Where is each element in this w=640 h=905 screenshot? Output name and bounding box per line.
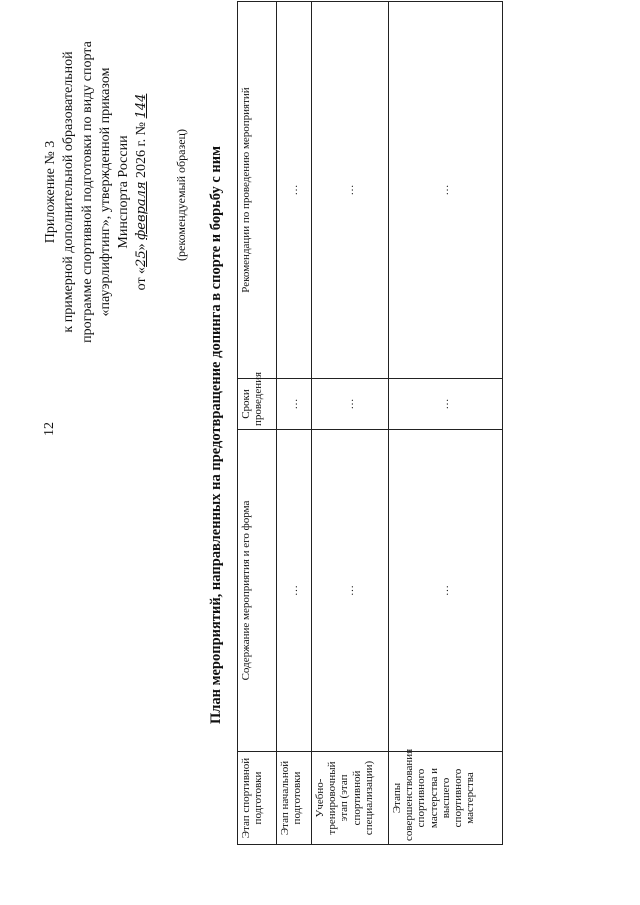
recommendations-cell: …	[277, 2, 312, 379]
timing-cell: …	[389, 379, 503, 430]
table-header-row	[238, 2, 277, 845]
content-cell: …	[277, 430, 312, 752]
approval-line-3: программе спортивной подготовки по виду спорта	[79, 41, 95, 343]
recommendations-cell: …	[312, 2, 389, 379]
date-month-handwritten: февраля	[134, 181, 150, 240]
sample-note: (рекомендуемый образец)	[174, 129, 188, 261]
date-year: 2026 г. №	[134, 118, 150, 182]
header-stage: Этап спортивной подготовки	[238, 752, 277, 845]
timing-cell: …	[277, 379, 312, 430]
table-row	[277, 2, 312, 845]
approval-line-5: Минспорта России	[116, 135, 132, 249]
table-row	[312, 2, 389, 845]
content-cell: …	[312, 430, 389, 752]
approval-block	[42, 39, 152, 345]
table-row	[389, 2, 503, 845]
timing-cell: …	[312, 379, 389, 430]
page-number: 12	[42, 422, 57, 436]
approval-line-2: к примерной дополнительной образовательной	[61, 51, 77, 333]
stage-cell: Этапы совершенствования спортивного мастерства и высшего спортивного мастерства	[389, 752, 503, 845]
content-cell: …	[389, 430, 503, 752]
document-title: План мероприятий, направленных на предотвращение допинга в спорте и борьбу с ним	[208, 145, 224, 725]
header-content: Содержание мероприятия и его форма	[238, 430, 277, 752]
recommendations-cell: …	[389, 2, 503, 379]
order-number-handwritten: 144	[134, 93, 150, 119]
approval-line-1: Приложение № 3	[43, 140, 58, 244]
stage-cell: Этап начальной подготовки	[277, 752, 312, 845]
stage-cell: Учебно-тренировочный этап (этап спортивной специализации)	[312, 752, 389, 845]
date-day-handwritten: 25	[134, 250, 150, 267]
header-timing: Сроки проведения	[238, 379, 277, 430]
header-recommendations: Рекомендации по проведению мероприятий	[238, 2, 277, 379]
date-prefix: от «	[134, 266, 150, 291]
approval-date-line	[133, 39, 151, 345]
doping-prevention-plan-table	[237, 1, 503, 845]
approval-line-4: «пауэрлифтинг», утвержденной приказом	[97, 67, 113, 317]
date-mid: »	[134, 239, 150, 251]
